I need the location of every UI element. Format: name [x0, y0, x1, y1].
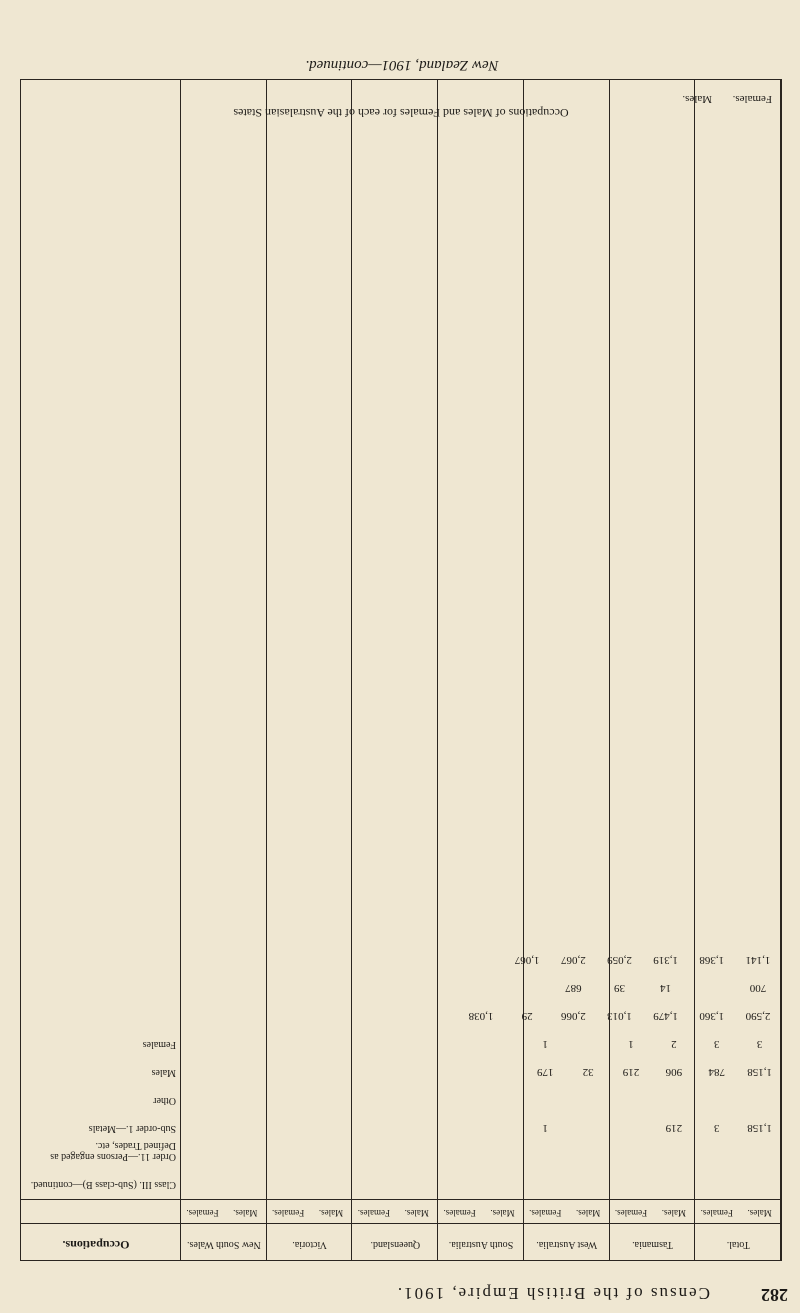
column-subheading: Females. [272, 1208, 305, 1218]
table-cell: 3 [756, 1038, 763, 1050]
column-subheading: Males. [404, 1208, 429, 1218]
table-cell: 2,590 [745, 1010, 771, 1022]
table-cell: 2 [671, 1038, 677, 1050]
row-label: Females [142, 1039, 176, 1050]
column-subheading: Females. [357, 1208, 390, 1218]
main-heading: Occupations of Males and Females for each of the Australasian States [233, 106, 569, 120]
table-cell: 1 [542, 1038, 549, 1050]
header-rule [21, 1223, 781, 1224]
table-cell: 1,368 [699, 954, 725, 966]
table-cell: 3 [713, 1038, 720, 1050]
occupations-heading: Occupations. [62, 1238, 130, 1252]
page-number: 282 [761, 1285, 788, 1305]
table-cell: 2,066 [560, 1010, 586, 1022]
table-cell: 1,158 [747, 1066, 772, 1078]
row-label: Sub-order 1.—Metals [88, 1123, 176, 1134]
column-subheading: Females. [700, 1208, 733, 1218]
column-subheading: Males. [661, 1208, 686, 1218]
table-cell: 2,067 [560, 954, 586, 966]
table-cell: 784 [708, 1066, 725, 1078]
row-label: Other [153, 1095, 176, 1106]
running-title: Census of the British Empire, 1901. [395, 1284, 710, 1303]
table-cell: 1,038 [468, 1010, 494, 1022]
subheader-rule [21, 1199, 781, 1200]
column-group-heading: West Australia. [536, 1239, 598, 1250]
table-cell: 14 [660, 982, 672, 994]
bottom-males-label: Males. [682, 93, 712, 105]
table-cell: 1,479 [653, 1010, 679, 1022]
page-header [0, 1273, 800, 1313]
column-subheading: Males. [747, 1208, 772, 1218]
table-cell: 2,059 [607, 954, 632, 966]
table-cell: 32 [582, 1066, 594, 1078]
table-cell: 29 [521, 1010, 533, 1022]
table-cell: 179 [537, 1066, 554, 1078]
table-cell: 687 [565, 982, 582, 994]
table-cell: 1,141 [745, 954, 771, 966]
bottom-females-label: Females. [732, 93, 772, 105]
row-label: Class III. (Sub-class B)—continued. [30, 1179, 176, 1190]
column-group-heading: South Australia. [448, 1239, 514, 1250]
table-cell: 1 [542, 1122, 549, 1134]
column-group-heading: Victoria. [292, 1239, 327, 1250]
table-cell: 219 [622, 1066, 640, 1078]
column-subheading: Males. [576, 1208, 601, 1218]
column-subheading: Males. [318, 1208, 344, 1218]
bottom-labels [22, 86, 782, 108]
table-cell: 1,360 [699, 1010, 725, 1022]
table-cell: 219 [665, 1122, 683, 1134]
column-subheading: Females. [614, 1208, 648, 1218]
column-group-heading: Tasmania. [632, 1239, 673, 1250]
column-subheading: Females. [186, 1208, 219, 1218]
table-cell: 1,158 [747, 1122, 772, 1134]
column-group-heading: New South Wales. [187, 1239, 261, 1250]
column-subheading: Females. [443, 1208, 476, 1218]
occupation-table [20, 79, 782, 1261]
column-subheading: Males. [490, 1208, 515, 1218]
column-subheading: Males. [233, 1208, 258, 1218]
table-cell: 1,067 [514, 954, 540, 966]
table-cell: 3 [713, 1122, 720, 1134]
row-label: Males [151, 1067, 176, 1078]
table-cell: 1,013 [607, 1010, 632, 1022]
table-cell: 700 [749, 982, 767, 994]
column-group-heading: Total. [726, 1239, 750, 1250]
table-cell: 1,319 [653, 954, 679, 966]
table-cell: 1 [628, 1038, 634, 1050]
table-title: New Zealand, 1901—continued. [305, 57, 499, 73]
column-group-heading: Queensland. [370, 1239, 421, 1250]
row-label: Order 11.—Persons engaged as Defined Trades, etc. [50, 1140, 176, 1162]
column-subheading: Females. [529, 1208, 562, 1218]
table-body [21, 130, 781, 1190]
table-cell: 39 [613, 982, 625, 994]
table-cell: 906 [665, 1066, 683, 1078]
